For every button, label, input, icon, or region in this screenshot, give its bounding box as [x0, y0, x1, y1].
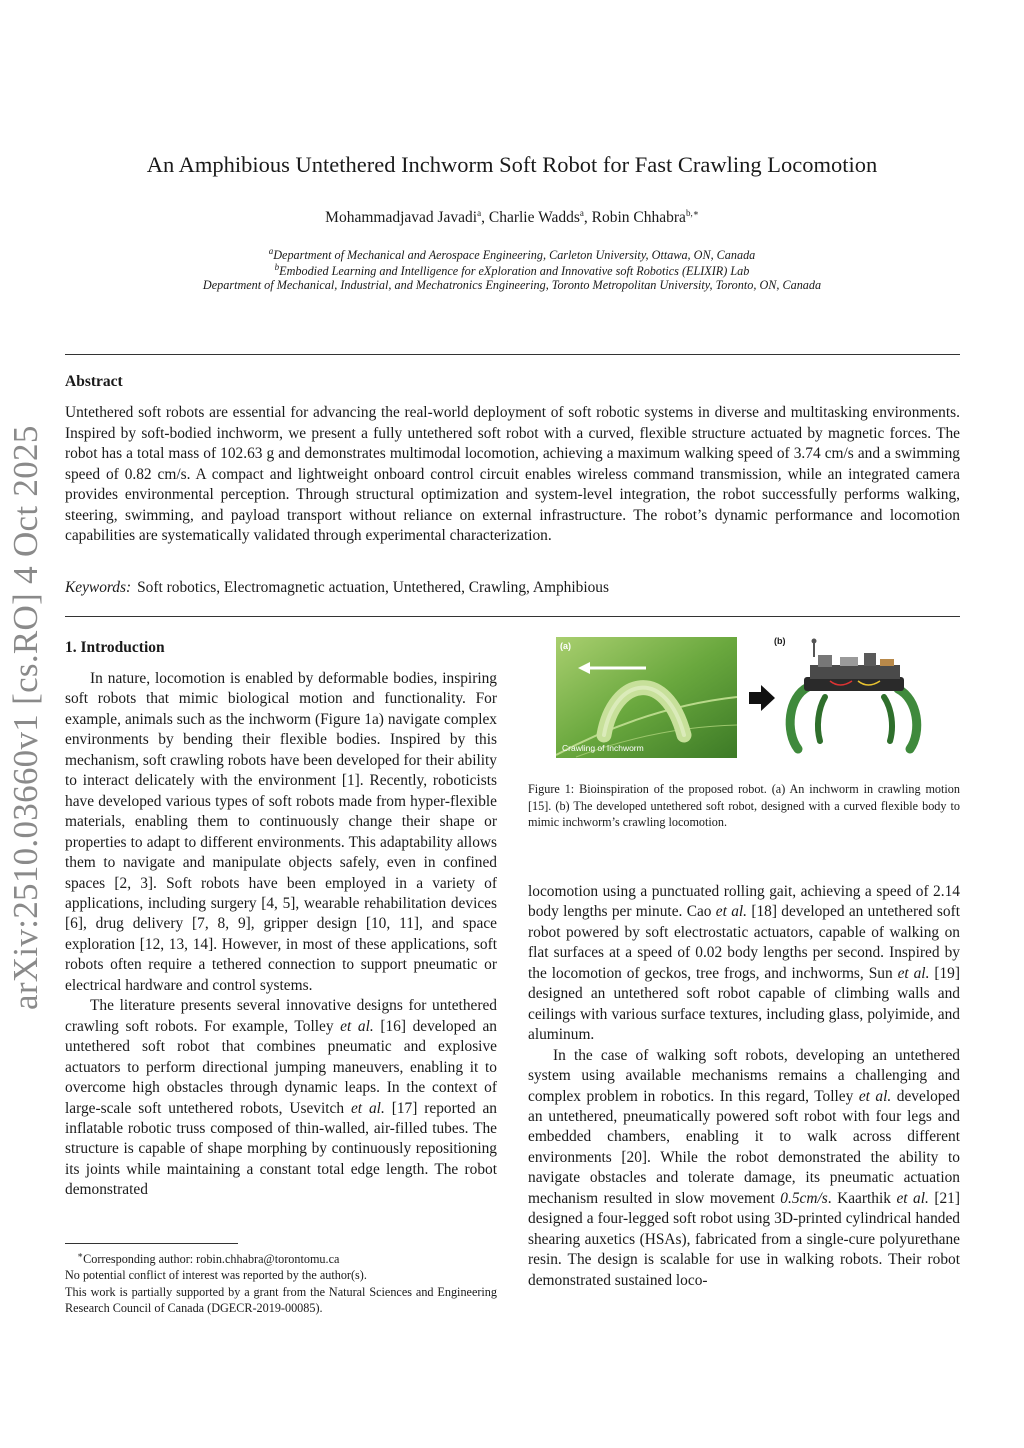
author-affiliation-mark: a: [477, 208, 482, 218]
soft-robot-illustration: [780, 637, 930, 757]
circuit-component: [864, 653, 876, 666]
text-run: [18] developed an untethered soft robot powered by soft electrostatic actuators, capable of walking on flat surfaces at a speed of 0.02 body lengths per second. Inspired by the locomotion of geckos, tree frogs, and inchworms, Sun: [528, 903, 960, 982]
text-run: [21] designed a four-legged soft robot using 3D-printed cylindrical handed shearing auxetics (HSAs), fabricated from a single-cure polyurethane resin. The design is scalable for use in walking robots. Their robot demonstrated sustained loco-: [528, 1189, 960, 1289]
circuit-component: [880, 659, 894, 666]
text-run-italic: et al.: [715, 903, 748, 921]
footnote: This work is partially supported by a grant from the Natural Sciences and Engineering Research Council of Canada (DGECR-2019-00085).: [65, 1284, 497, 1316]
figure-label-a: (a): [560, 641, 571, 651]
robot-leg: [818, 697, 825, 741]
right-column: [528, 882, 960, 1291]
author-affiliation-mark: b,∗: [685, 208, 699, 218]
arxiv-sidebar-id: arXiv:2510.03660v1 [cs.RO] 4 Oct 2025: [6, 425, 45, 1010]
author-affiliation-mark: a: [579, 208, 584, 218]
inchworm-photo-illustration: [556, 637, 737, 758]
text-run-italic: 0.5cm/s: [780, 1189, 828, 1207]
footnote: [65, 1247, 497, 1267]
footnote-text: Corresponding author: robin.chhabra@torontomu.ca: [83, 1252, 340, 1267]
author-separator: ,: [583, 209, 592, 227]
robot-leg: [790, 687, 808, 749]
figure-1-caption: Figure 1: Bioinspiration of the proposed robot. (a) An inchworm in crawling motion [15]. (b) The developed untethered soft robot, designed with a curved flexible body to mimic inchworm’s crawling locomotion.: [528, 782, 960, 829]
robot-leg: [884, 697, 892, 741]
keywords-label: Keywords:: [65, 579, 132, 596]
abstract-heading: Abstract: [65, 373, 123, 390]
text-run: . Kaarthik: [827, 1189, 897, 1207]
author-list: [0, 208, 1024, 227]
abstract-text: Untethered soft robots are essential for advancing the real-world deployment of soft robotic systems in diverse and multitasking environments. Inspired by soft-bodied inchworm, we present a fully untethered soft robot with a curved, flexible structure actuated by magnetic forces. The robot has a total mass of 102.63 g and demonstrates multimodal locomotion, achieving a maximum walking speed of 3.74 cm/s and a swimming speed of 0.82 cm/s. A compact and lightweight onboard control circuit enables wireless command transmission, while an integrated camera provides environmental perception. Through structural optimization and system-level integration, the robot successfully performs walking, steering, swimming, and payload transport without reliance on external infrastructure. The robot’s dynamic performance and locomotion capabilities are systematically validated through experimental characterization.: [65, 404, 960, 544]
text-run-italic: et al.: [858, 1087, 892, 1105]
circuit-board: [810, 665, 900, 679]
footnote-divider: [65, 1243, 238, 1244]
text-run: In the case of walking soft robots, developing an untethered system using available mechanisms remains a challenging and complex problem in robotics. In this regard, Tolley: [528, 1046, 960, 1105]
text-run-italic: et al.: [340, 1017, 374, 1035]
text-run: The literature presents several innovative designs for untethered crawling soft robots. For example, Tolley: [65, 997, 497, 1035]
paragraph: In nature, locomotion is enabled by deformable bodies, inspiring soft robots that mimic biological motion and functionality. For example, animals such as the inchworm (Figure 1a) navigate complex environments by bending their flexible bodies. Inspired by this mechanism, soft crawling robots have been developed for their ability to interact delicately with the environment [1]. Recently, roboticists have developed various types of soft robots made from hyper-flexible materials, enabling them to continuously change their shape or properties to adapt to different environments. This adaptability allows them to navigate and manipulate objects safely, even in confined spaces [2, 3]. Soft robots have been employed in a variety of applications, including surgery [4, 5], wearable rehabilitation devices [6], drug delivery [7, 8, 9], gripper design [10, 11], and space exploration [12, 13, 14]. However, in most of these applications, soft robots often require a tethered connection to support pneumatic or electrical hardware and control systems.: [65, 670, 497, 994]
leaf-background: [556, 637, 737, 758]
robot-leg: [898, 689, 917, 749]
affiliation-a: [0, 246, 1024, 263]
affiliation-b: [0, 262, 1024, 279]
paragraph: [65, 996, 497, 1201]
affiliation-b-line2: Department of Mechanical, Industrial, and Mechatronics Engineering, Toronto Metropolitan University, Toronto, ON, Canada: [202, 278, 822, 292]
text-run-italic: et al.: [896, 1189, 929, 1207]
affiliation-text: Embodied Learning and Intelligence for eXploration and Innovative soft Robotics (ELIXIR) Lab: [279, 264, 750, 279]
author-name: Mohammadjavad Javadi: [325, 209, 478, 227]
author-name: Charlie Wadds: [488, 209, 580, 227]
author-separator: ,: [481, 209, 489, 227]
camera-module: [818, 655, 832, 667]
text-run: [19] designed an untethered soft robot capable of climbing walls and ceilings with various surface textures, including glass, polyimide, and aluminum.: [528, 964, 961, 1044]
paper-title: An Amphibious Untethered Inchworm Soft Robot for Fast Crawling Locomotion: [146, 152, 878, 177]
footnotes: [65, 1247, 497, 1317]
divider: [65, 354, 960, 355]
text-run-italic: et al.: [350, 1099, 385, 1117]
affiliation-text: Department of Mechanical and Aerospace Engineering, Carleton University, Ottawa, ON, Canada: [273, 248, 756, 263]
section-heading: 1. Introduction: [65, 639, 165, 656]
figure-1a-overlay-text: Crawling of Inchworm: [562, 743, 644, 753]
affiliation-mark: b: [274, 262, 280, 272]
affiliation-mark: a: [268, 246, 274, 256]
text-run: [16] developed an untethered soft robot that combines pneumatic and explosive actuators to perform directional jumping maneuvers, enabling it to overcome high obstacles through dynamic leaps. In the context of large-scale soft untethered robots, Usevitch: [65, 1017, 497, 1117]
paragraph: [528, 1046, 960, 1291]
footnote: No potential conflict of interest was reported by the author(s).: [65, 1268, 367, 1283]
author-name: Robin Chhabra: [591, 209, 686, 227]
keywords-text: Soft robotics, Electromagnetic actuation, Untethered, Crawling, Amphibious: [137, 579, 609, 596]
antenna-tip: [812, 639, 817, 644]
circuit-component: [840, 657, 858, 666]
text-run: [17] reported an inflatable robotic truss composed of thin-walled, air-filled tubes. The structure is capable of shape morphing by continuously repositioning its joints while maintaining a constant total edge length. The robot demonstrated: [65, 1099, 497, 1199]
divider: [65, 616, 960, 617]
text-run: locomotion using a punctuated rolling gait, achieving a speed of 2.14 body lengths per minute. Cao: [528, 883, 960, 921]
text-run: developed an untethered, pneumatically powered soft robot with four legs and embedded chambers, enabling it to walk across different environments [20]. While the robot demonstrated the ability to navigate obstacles and tolerate damage, its pneumatic actuation mechanism resulted in slow movement: [528, 1087, 961, 1207]
figure-label-b: (b): [774, 636, 786, 646]
keywords: [65, 579, 609, 597]
footnote-mark: ∗: [77, 1250, 84, 1260]
figure-1a-photo: [556, 637, 737, 758]
text-run-italic: et al.: [897, 964, 930, 982]
paragraph: [528, 882, 960, 1046]
robot-body: [804, 677, 904, 691]
right-arrow-icon: [747, 683, 777, 713]
left-column: [65, 669, 497, 1201]
